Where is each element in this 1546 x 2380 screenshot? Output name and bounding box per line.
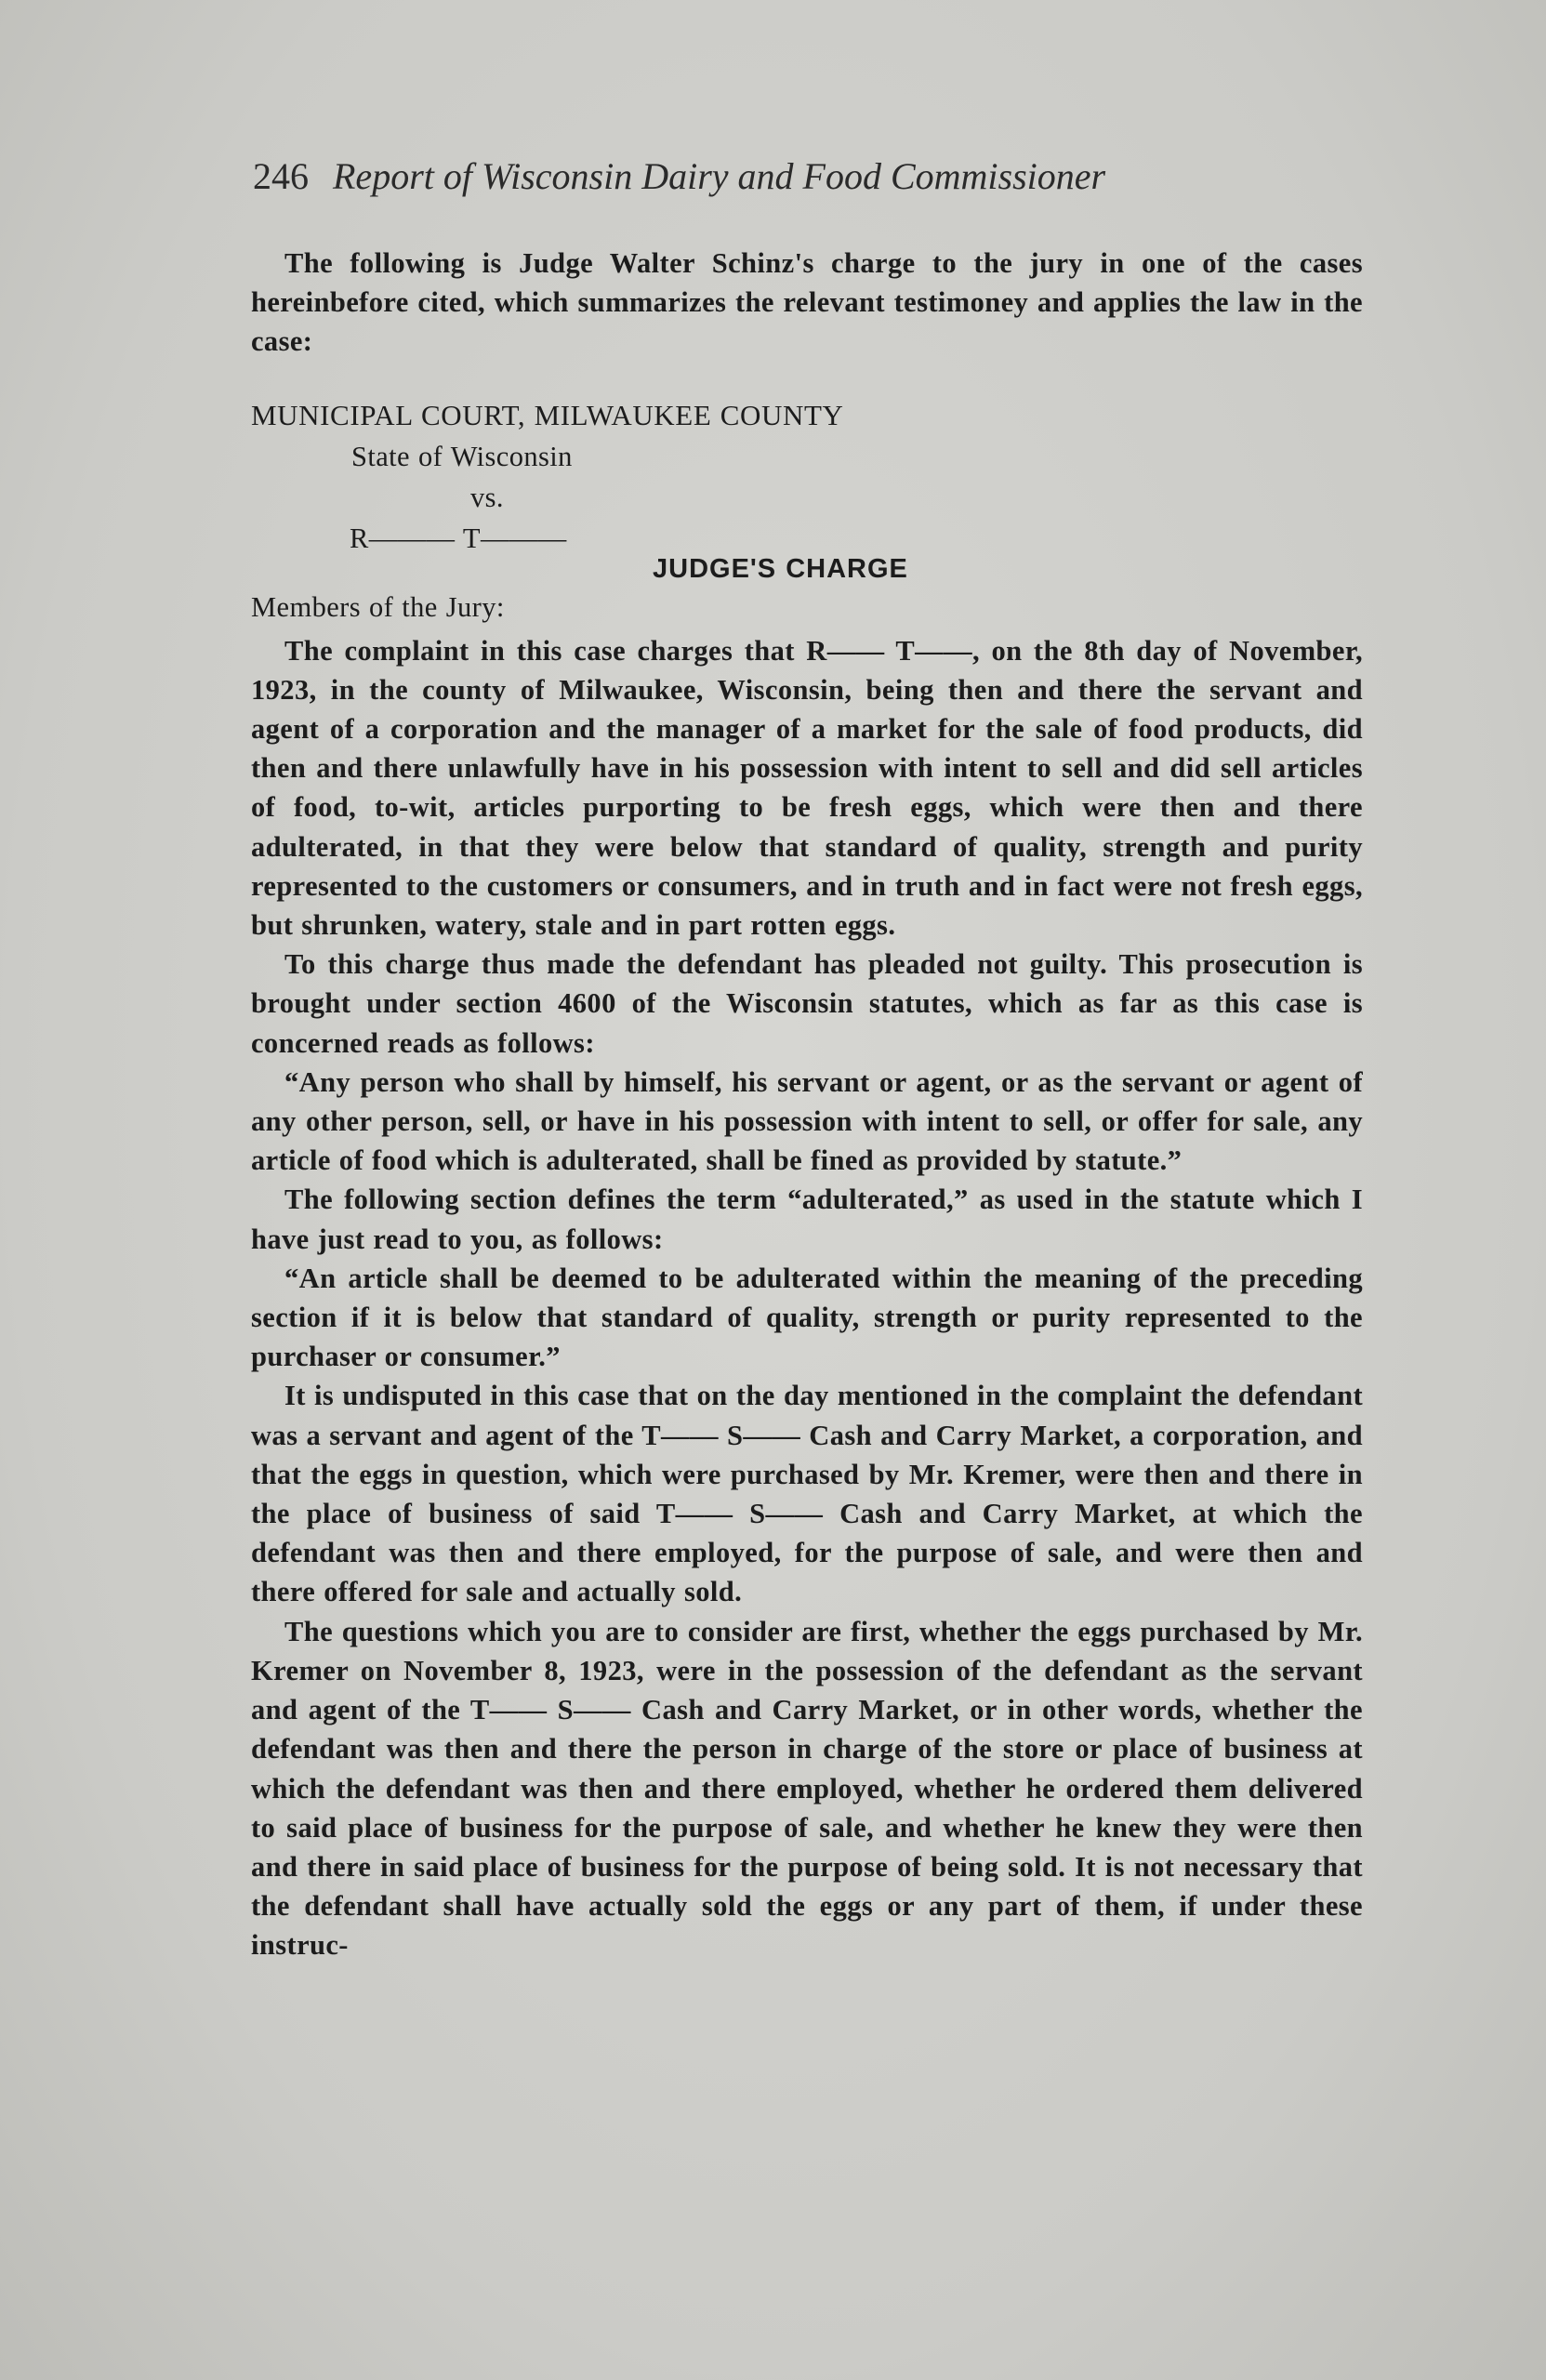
paragraph: The following section defines the term “adulterated,” as used in the statute which I have just read to you, as follows: <box>251 1183 1363 1255</box>
paragraph: It is undisputed in this case that on the day mentioned in the complaint the defendant was a servant and agent of the T—— S—— Cash and Carry Market, a corporation, and that the eggs in question, which were purchased by Mr. Kremer, were then and there in the place of business of said T—— S—— Cash and Carry Market, at which the defendant was then and there employed, for the purpose of sale, and were then and there offered for sale and actually sold. <box>251 1380 1363 1608</box>
page-number: 246 <box>253 155 309 197</box>
running-head-title: Report of Wisconsin Dairy and Food Commissioner <box>333 155 1106 197</box>
paragraph: The complaint in this case charges that R—— T——, on the 8th day of November, 1923, in the county of Milwaukee, Wisconsin, being then and there the servant and agent of a corporation and the manager of a market for the sale of food products, did then and there unlawfully have in his possession with intent to sell and did sell articles of food, to-wit, articles purporting to be fresh eggs, which were then and there adulterated, in that they were below that standard of quality, strength and purity represented to the customers or consumers, and in truth and in fact were not fresh eggs, but shrunken, watery, stale and in part rotten eggs. <box>251 634 1363 942</box>
plaintiff-name: State of Wisconsin <box>351 440 573 472</box>
statute-quote: “An article shall be deemed to be adulterated within the meaning of the preceding section if it is below that standard of quality, strength or purity represented to the purchaser or consumer.” <box>251 1262 1363 1373</box>
paragraph: To this charge thus made the defendant has pleaded not guilty. This prosecution is brought under section 4600 of the Wisconsin statutes, which as far as this case is concerned reads as follows: <box>251 948 1363 1059</box>
court-name: MUNICIPAL COURT, MILWAUKEE COUNTY <box>251 398 844 431</box>
versus-label: vs. <box>470 481 504 513</box>
intro-paragraph: The following is Judge Walter Schinz's charge to the jury in one of the cases hereinbefore cited, which summarizes the relevant testimoney and applies the law in the case: <box>251 247 1363 358</box>
charge-heading: JUDGE'S CHARGE <box>653 553 908 584</box>
body-text <box>251 244 1363 1965</box>
defendant-name: R——— T——— <box>350 522 567 554</box>
salutation: Members of the Jury: <box>251 590 505 623</box>
statute-quote: “Any person who shall by himself, his servant or agent, or as the servant or agent of any other person, sell, or have in his possession with intent to sell, or offer for sale, any article of food which is adulterated, shall be fined as provided by statute.” <box>251 1065 1363 1177</box>
case-caption <box>251 395 1363 559</box>
paragraph: The questions which you are to consider are first, whether the eggs purchased by Mr. Kremer on November 8, 1923, were in the possession of the defendant as the servant and agent of the T—— S—— Cash and Carry Market, or in other words, whether the defendant was then and there the person in charge of the store or place of business at which the defendant was then and there employed, whether he ordered them delivered to said place of business for the purpose of sale, and whether he knew they were then and there in said place of business for the purpose of being sold. It is not necessary that the defendant shall have actually sold the eggs or any part of them, if under these instruc- <box>251 1615 1363 1962</box>
running-head <box>253 154 1105 198</box>
